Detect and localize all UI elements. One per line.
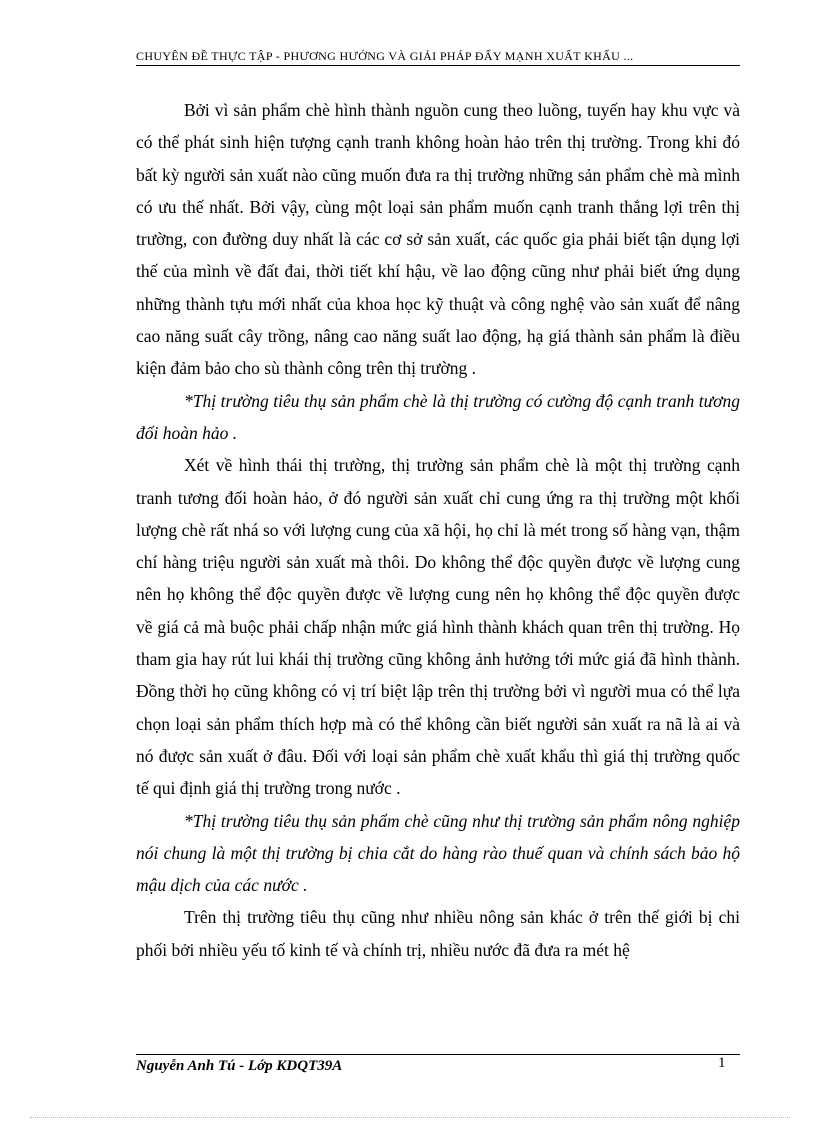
document-body: [136, 94, 740, 966]
paragraph-2: Xét về hình thái thị trường, thị trường sản phẩm chè là một thị trường cạnh tranh tương đối hoàn hảo, ở đó người sản xuất chỉ cung ứng ra thị trường một khối lượng chè rất nhá so với lượng cung của xã hội, họ chỉ là mét trong số hàng vạn, thậm chí hàng triệu người sản xuất mà thôi. Do không thể độc quyền được về lượng cung nên họ không thể độc quyền được về lượng cung nên họ không thể độc quyền được về giá cả mà buộc phải chấp nhận mức giá hình thành khách quan trên thị trường. Họ tham gia hay rút lui khái thị trường cũng không ảnh hưởng tới mức giá đã hình thành. Đồng thời họ cũng không có vị trí biệt lập trên thị trường bởi vì người mua có thể lựa chọn loại sản phẩm thích hợp mà có thể không cần biết người sản xuất ra nã là ai và nó được sản xuất ở đâu. Đối với loại sản phẩm chè xuất khẩu thì giá thị trường quốc tế qui định giá thị trường trong nước .: [136, 455, 740, 799]
italic-heading-2: *Thị trường tiêu thụ sản phẩm chè cũng như thị trường sản phẩm nông nghiệp nói chung là một thị trường bị chia cắt do hàng rào thuế quan và chính sách bảo hộ mậu dịch của các nước .: [136, 810, 740, 896]
footer-author: Nguyễn Anh Tú - Lớp KDQT39A: [136, 1058, 343, 1074]
page-header-title: CHUYÊN ĐỀ THỰC TẬP - PHƯƠNG HƯỚNG VÀ GIẢI PHÁP ĐẨY MẠNH XUẤT KHẨU ...: [136, 49, 634, 63]
paragraph-1: Bởi vì sản phẩm chè hình thành nguồn cung theo luồng, tuyến hay khu vực và có thể phát sinh hiện tượng cạnh tranh không hoàn hảo trên thị trường. Trong khi đó bất kỳ người sản xuất nào cũng muốn đưa ra thị trường những sản phẩm chè mà mình có ưu thế nhất. Bởi vậy, cùng một loại sản phẩm muốn cạnh tranh thắng lợi trên thị trường, con đường duy nhất là các cơ sở sản xuất, các quốc gia phải biết tận dụng lợi thế của mình về đất đai, thời tiết khí hậu, về lao động cũng như phải biết ứng dụng những thành tựu mới nhất của khoa học kỹ thuật và công nghệ vào sản xuất để nâng cao năng suất cây trồng, nâng cao năng suất lao động, hạ giá thành sản phẩm là điều kiện đảm bảo cho sù thành công trên thị trường .: [136, 100, 740, 379]
header-rule: [136, 65, 740, 66]
page-bottom-border: [30, 1117, 790, 1118]
paragraph-3: Trên thị trường tiêu thụ cũng như nhiều nông sản khác ở trên thế giới bị chi phối bởi nhiều yếu tố kinh tế và chính trị, nhiều nước đã đưa ra mét hệ: [136, 907, 740, 960]
italic-heading-1: *Thị trường tiêu thụ sản phẩm chè là thị trường có cường độ cạnh tranh tương đối hoàn hảo .: [136, 390, 740, 443]
footer-rule: [136, 1054, 740, 1055]
page-number: 1: [718, 1055, 726, 1071]
